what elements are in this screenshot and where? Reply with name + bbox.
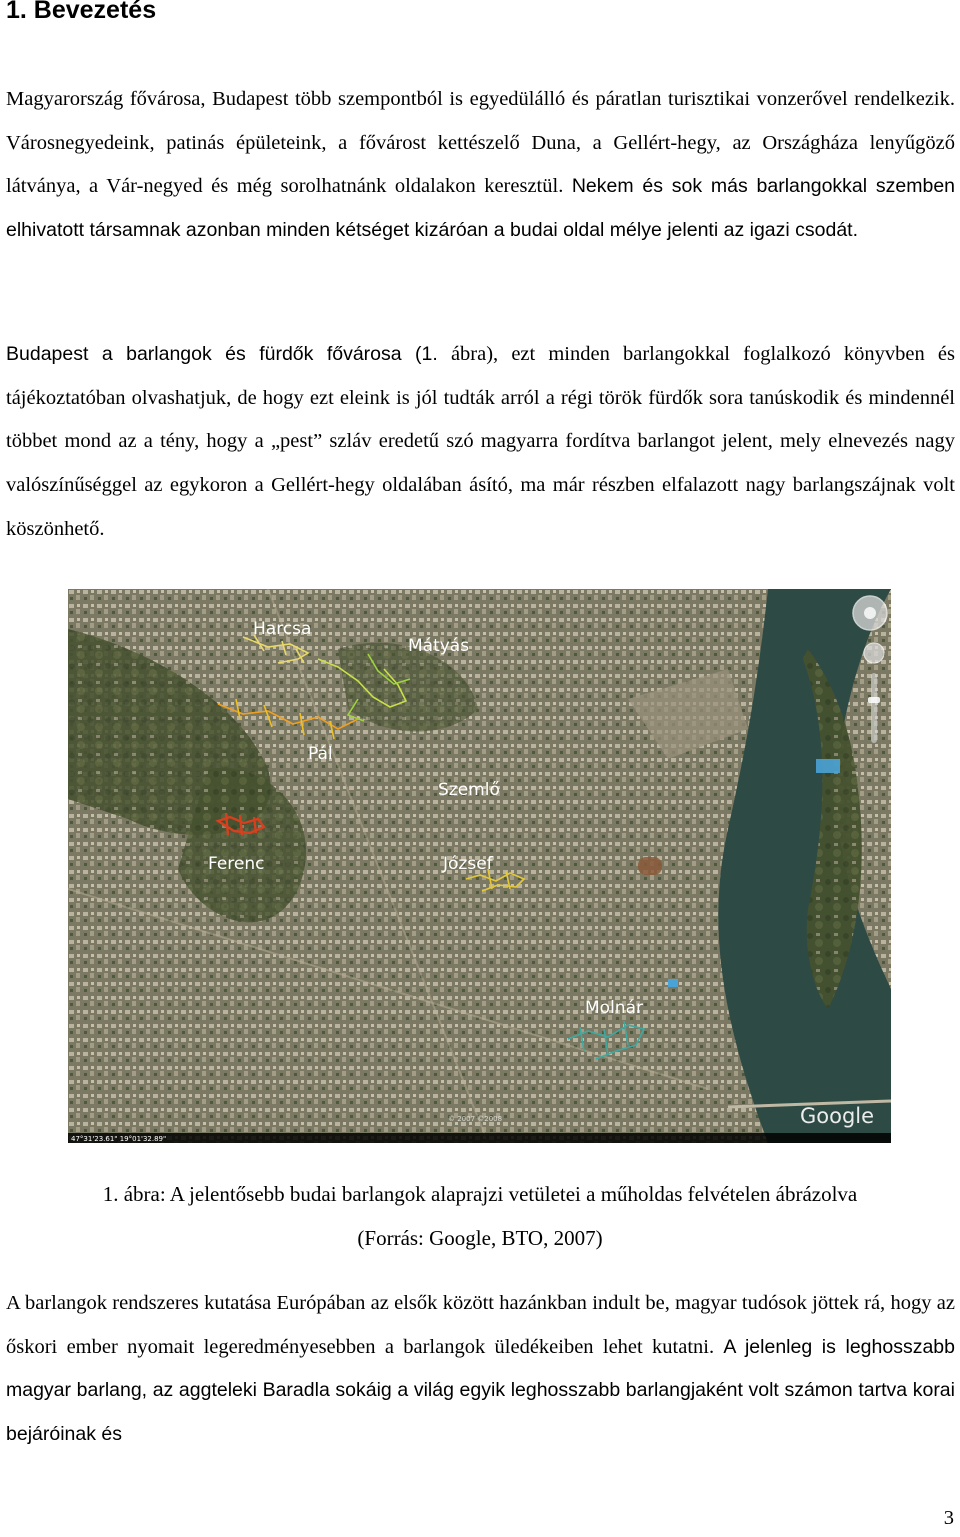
label-harcsa: Harcsa bbox=[253, 619, 312, 639]
label-szemlo: Szemlő bbox=[438, 780, 500, 800]
figure-caption-line-1: 1. ábra: A jelentősebb budai barlangok alaprajzi vetületei a műholdas felvételen ábrázolva bbox=[102, 1182, 858, 1206]
satellite-map-figure bbox=[68, 589, 891, 1143]
google-watermark: Google bbox=[800, 1104, 875, 1128]
label-molnar: Molnár bbox=[585, 998, 643, 1018]
copyright-text: © 2007 ©2008 bbox=[448, 1115, 503, 1123]
paragraph-research-sentence-2: A jelenleg is leghosszabb magyar barlang, az aggteleki Baradla sokáig a világ egyik leghosszabb barlangjaként volt számon tartva korai bejáróinak és bbox=[6, 1335, 955, 1446]
page-number: 3 bbox=[943, 1507, 954, 1529]
label-ferenc: Ferenc bbox=[208, 854, 265, 874]
paragraph-budapest-part-2: ábra), ezt minden barlangokkal foglalkozó könyvben és tájékoztatóban olvashatjuk, de hogy ezt eleink is jól tudták arról a régi török fürdők sora tanúskodik és mindennél többet mond az a tény, hogy a „pest” szláv eredetű szó magyarra fordítva barlangot jelent, mely elnevezés nagy valószínűséggel az egykoron a Gellért-hegy oldalában ásító, ma már részben elfalazott nagy barlangszájnak volt köszönhető. bbox=[6, 343, 955, 540]
status-bar bbox=[68, 1133, 891, 1143]
paragraph-intro-sentence-1: Magyarország fővárosa, Budapest több szempontból is egyedülálló és páratlan turisztikai vonzerővel rendelkezik. Városnegyedeink, patinás épületeink, a fővárost kettészelő Duna, a Gellért-hegy, az Országháza lenyűgöző látványa, a Vár-negyed és még sorolhatnánk oldalakon keresztül. bbox=[6, 88, 955, 198]
paragraph-intro-sentence-2: Nekem és sok más barlangokkal szemben elhivatott társamnak azonban minden kétséget kizáróan a budai oldal mélye jelenti az igazi csodát. bbox=[6, 175, 956, 242]
label-jozsef: József bbox=[443, 854, 493, 874]
paragraph-intro bbox=[6, 78, 955, 253]
paragraph-research bbox=[6, 1282, 955, 1457]
section-heading: 1. Bevezetés bbox=[6, 0, 157, 24]
figure-caption-line-2: (Forrás: Google, BTO, 2007) bbox=[357, 1226, 603, 1250]
paragraph-budapest bbox=[6, 333, 955, 552]
label-pal: Pál bbox=[308, 744, 333, 764]
satellite-map bbox=[68, 589, 891, 1143]
paragraph-budapest-part-1: Budapest a barlangok és fürdők fővárosa (1. bbox=[6, 343, 438, 365]
paragraph-research-sentence-1: A barlangok rendszeres kutatása Európában az elsők között hazánkban indult be, magyar tudósok jöttek rá, hogy az őskori ember nyomait legeredményesebben a barlangok üledékeiben lehet kutatni. bbox=[6, 1292, 955, 1358]
status-bar-coordinates: 47°31'23.61" 19°01'32.89" bbox=[71, 1135, 167, 1143]
label-matyas: Mátyás bbox=[408, 636, 470, 656]
